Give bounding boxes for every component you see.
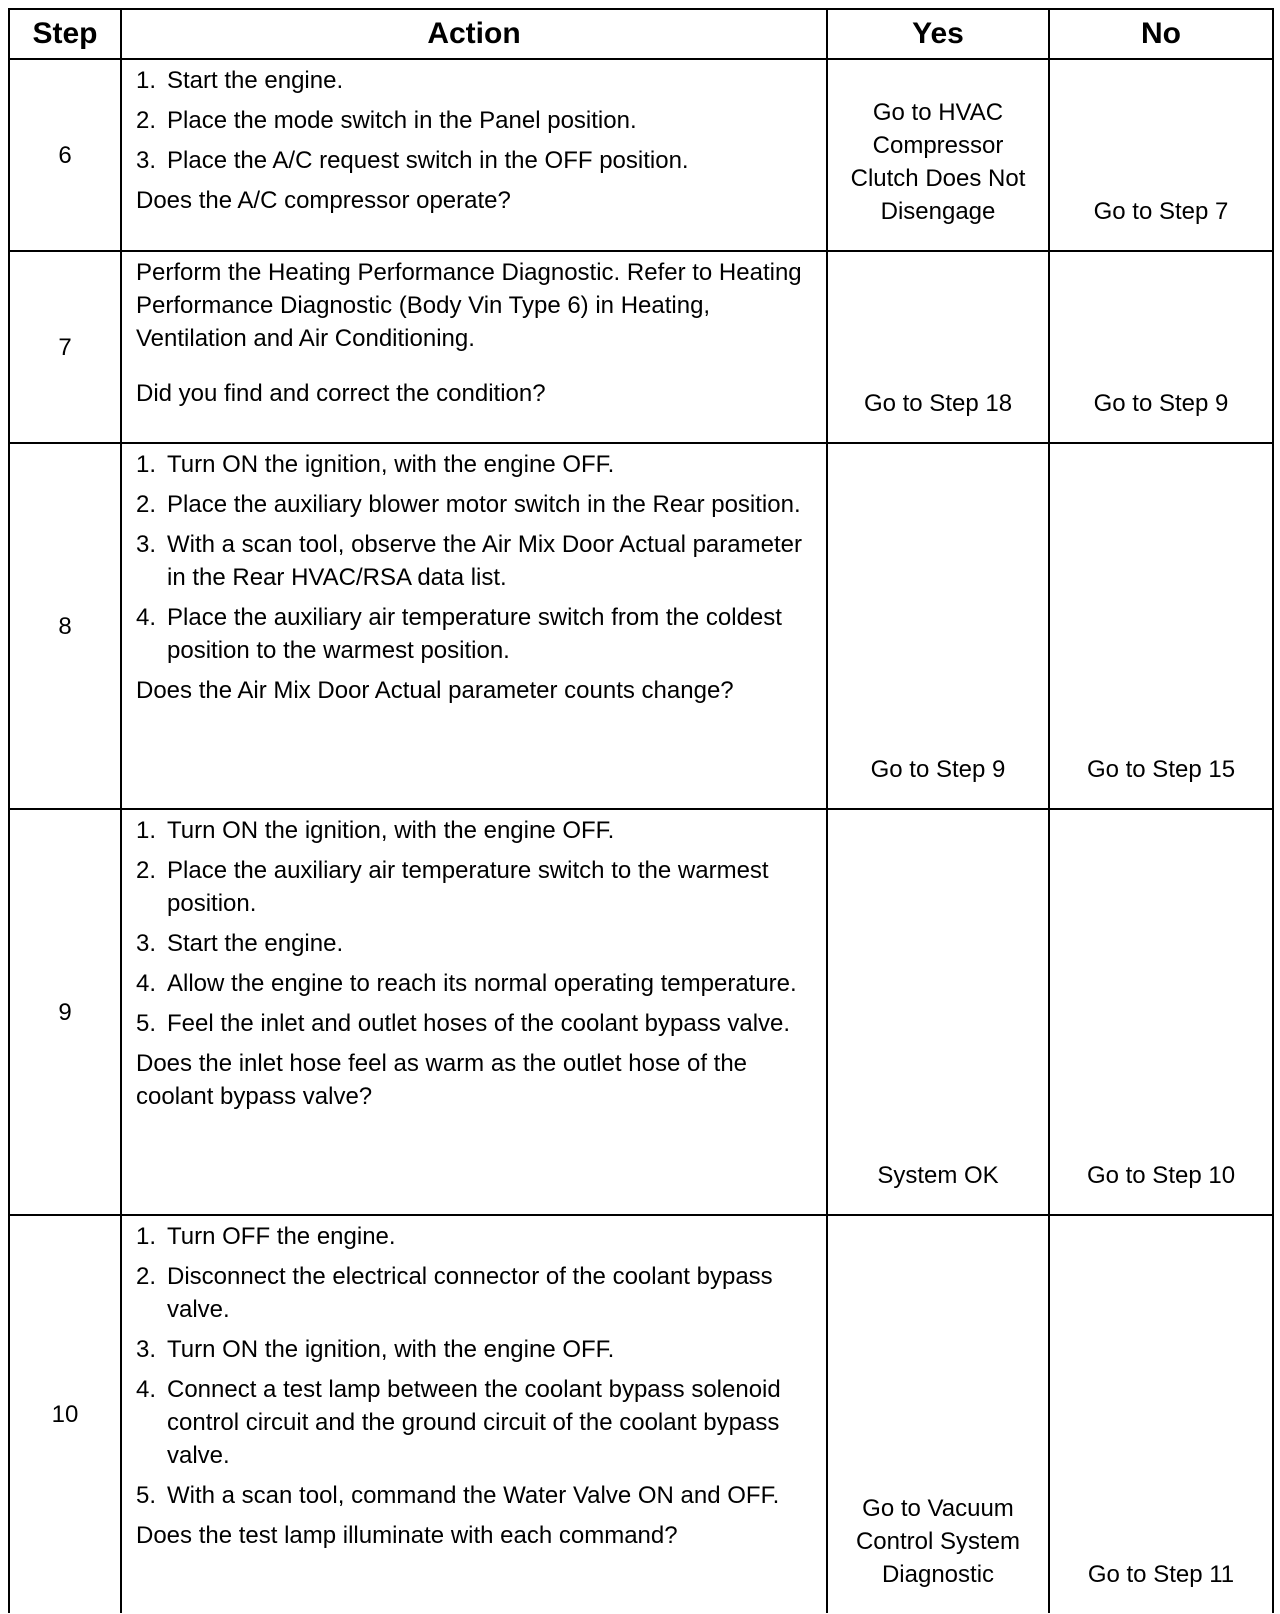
item-number: 2. <box>136 1263 157 1290</box>
action-item <box>136 1007 812 1040</box>
item-number: 5. <box>136 1010 157 1037</box>
action-cell <box>121 443 827 809</box>
action-item <box>136 448 812 481</box>
item-number: 2. <box>136 107 157 134</box>
item-text: Turn OFF the engine. <box>167 1223 396 1250</box>
header-action: Action <box>121 9 827 59</box>
action-cell <box>121 59 827 251</box>
item-number: 1. <box>136 67 157 94</box>
item-text: Allow the engine to reach its normal operating temperature. <box>167 970 797 997</box>
action-question: Did you find and correct the condition? <box>136 380 546 407</box>
action-question: Does the inlet hose feel as warm as the outlet hose of the coolant bypass valve? <box>136 1050 748 1110</box>
table-row <box>9 1215 1273 1613</box>
action-question: Does the Air Mix Door Actual parameter counts change? <box>136 677 734 704</box>
action-item <box>136 104 812 137</box>
action-item <box>136 1373 812 1472</box>
item-text: Start the engine. <box>167 930 344 957</box>
item-number: 4. <box>136 970 157 997</box>
item-text: Disconnect the electrical connector of the coolant bypass valve. <box>167 1263 773 1323</box>
item-number: 3. <box>136 930 157 957</box>
step-number: 7 <box>9 251 121 443</box>
action-item <box>136 854 812 920</box>
item-text: Turn ON the ignition, with the engine OFF. <box>167 451 615 478</box>
item-text: Place the auxiliary blower motor switch in the Rear position. <box>167 491 801 518</box>
step-number: 8 <box>9 443 121 809</box>
table-header-row <box>9 9 1273 59</box>
no-cell: Go to Step 11 <box>1049 1215 1273 1613</box>
action-item <box>136 528 812 594</box>
step-number: 9 <box>9 809 121 1215</box>
item-number: 4. <box>136 604 157 631</box>
item-number: 1. <box>136 451 157 478</box>
item-text: Place the auxiliary air temperature switch from the coldest position to the warmest position. <box>167 604 782 664</box>
item-text: Start the engine. <box>167 67 344 94</box>
action-item <box>136 488 812 521</box>
action-item <box>136 144 812 177</box>
yes-cell: Go to Step 18 <box>827 251 1049 443</box>
item-text: Place the A/C request switch in the OFF position. <box>167 147 689 174</box>
action-item <box>136 1479 812 1512</box>
action-item <box>136 1220 812 1253</box>
table-row <box>9 809 1273 1215</box>
item-text: With a scan tool, observe the Air Mix Door Actual parameter in the Rear HVAC/RSA data list. <box>167 531 802 591</box>
action-intro: Perform the Heating Performance Diagnostic. Refer to Heating Performance Diagnostic (Body Vin Type 6) in Heating, Ventilation and Air Conditioning. <box>136 259 802 352</box>
header-no: No <box>1049 9 1273 59</box>
item-text: Place the mode switch in the Panel position. <box>167 107 637 134</box>
action-item <box>136 1260 812 1326</box>
item-text: Place the auxiliary air temperature switch to the warmest position. <box>167 857 769 917</box>
item-number: 3. <box>136 147 157 174</box>
step-number: 10 <box>9 1215 121 1613</box>
action-item <box>136 927 812 960</box>
table-row <box>9 251 1273 443</box>
action-item <box>136 814 812 847</box>
yes-cell: Go to Step 9 <box>827 443 1049 809</box>
action-item <box>136 1333 812 1366</box>
action-cell <box>121 1215 827 1613</box>
item-number: 3. <box>136 531 157 558</box>
item-number: 4. <box>136 1376 157 1403</box>
header-step: Step <box>9 9 121 59</box>
action-question: Does the test lamp illuminate with each command? <box>136 1522 678 1549</box>
header-yes: Yes <box>827 9 1049 59</box>
diagnostic-table <box>8 8 1272 1613</box>
action-cell <box>121 809 827 1215</box>
item-text: Feel the inlet and outlet hoses of the coolant bypass valve. <box>167 1010 791 1037</box>
table-row <box>9 59 1273 251</box>
yes-cell: Go to Vacuum Control System Diagnostic <box>827 1215 1049 1613</box>
action-item <box>136 967 812 1000</box>
no-cell: Go to Step 15 <box>1049 443 1273 809</box>
table-row <box>9 443 1273 809</box>
yes-cell: Go to HVAC Compressor Clutch Does Not Disengage <box>827 59 1049 251</box>
item-text: Turn ON the ignition, with the engine OFF. <box>167 1336 615 1363</box>
action-item <box>136 64 812 97</box>
item-number: 1. <box>136 817 157 844</box>
no-cell: Go to Step 7 <box>1049 59 1273 251</box>
item-number: 2. <box>136 857 157 884</box>
no-cell: Go to Step 9 <box>1049 251 1273 443</box>
item-number: 5. <box>136 1482 157 1509</box>
action-item <box>136 601 812 667</box>
item-text: With a scan tool, command the Water Valve ON and OFF. <box>167 1482 780 1509</box>
yes-cell: System OK <box>827 809 1049 1215</box>
item-number: 3. <box>136 1336 157 1363</box>
item-text: Connect a test lamp between the coolant bypass solenoid control circuit and the ground circuit of the coolant bypass valve. <box>167 1376 781 1469</box>
item-text: Turn ON the ignition, with the engine OFF. <box>167 817 615 844</box>
item-number: 2. <box>136 491 157 518</box>
step-number: 6 <box>9 59 121 251</box>
action-cell <box>121 251 827 443</box>
no-cell: Go to Step 10 <box>1049 809 1273 1215</box>
action-question: Does the A/C compressor operate? <box>136 187 511 214</box>
item-number: 1. <box>136 1223 157 1250</box>
